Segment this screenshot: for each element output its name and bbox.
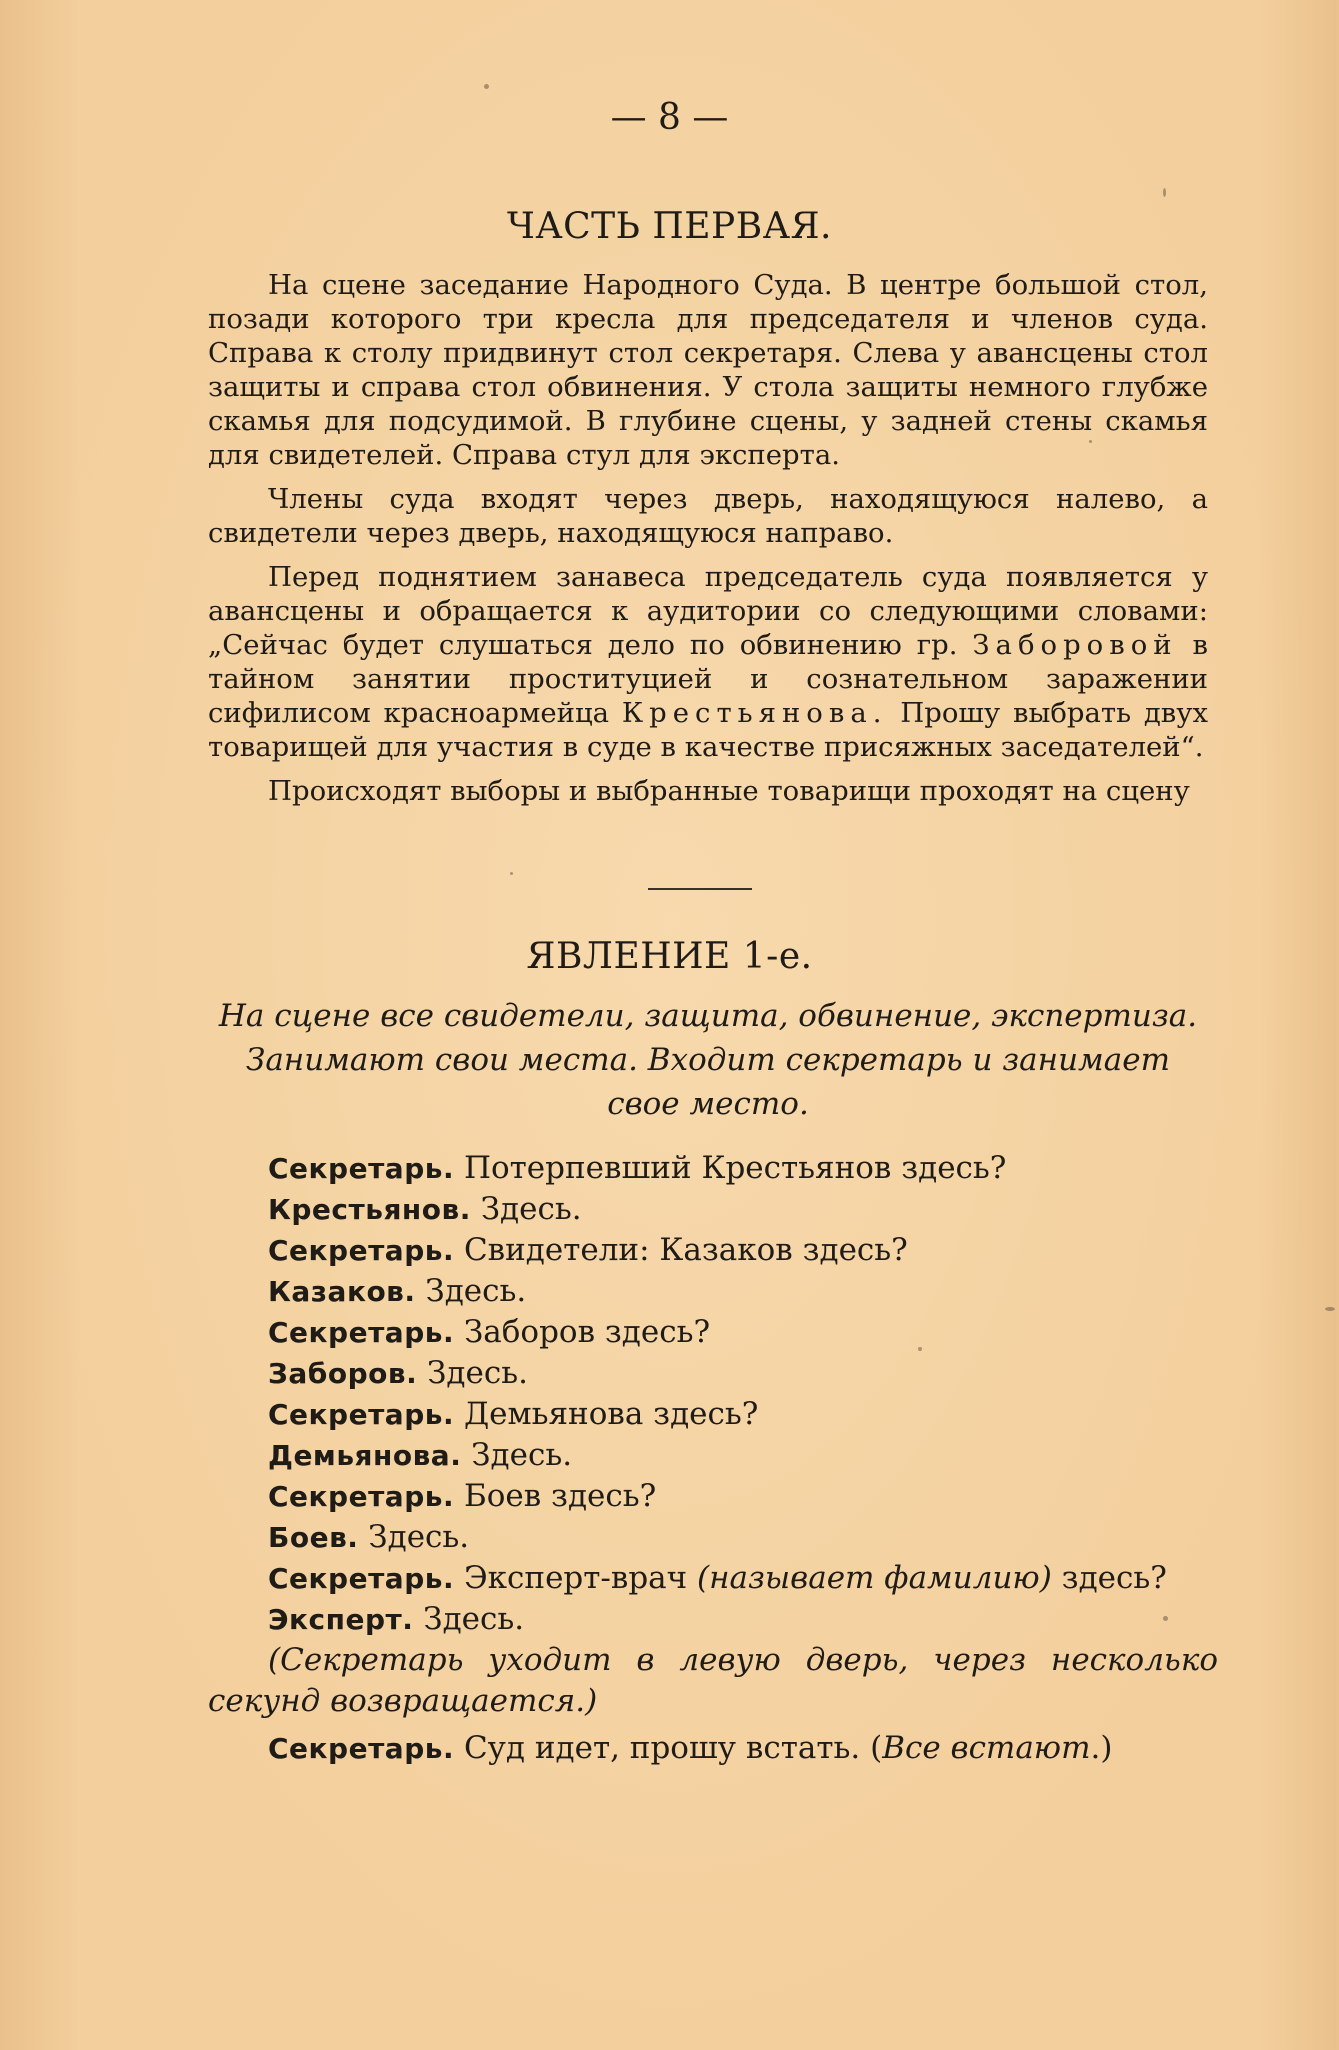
dialogue-line <box>208 1353 1218 1394</box>
intro-paragraph-4: Происходят выборы и выбранные товарищи проходят на сцену <box>268 775 1190 807</box>
paper-speck <box>1089 440 1092 443</box>
line-text: здесь? <box>1061 1560 1167 1596</box>
intro-p3-text-3: Прошу выбрать двух товарищей для участия в суде в качестве присяжных заседателей“. <box>208 697 1208 763</box>
dialogue-line <box>208 1189 1218 1230</box>
intro-paragraph-1: На сцене заседание Народного Суда. В центре большой стол, позади которого три кресла для председателя и членов суда. Справа к столу придвинут стол секретаря. Слева у авансцены стол защиты и справа стол обвинения. У стола защиты немного глубже скамья для подсудимой. В глубине сцены, у задней стены скамья для свидетелей. Справа стул для эксперта. <box>208 269 1208 471</box>
scene-stage-direction: На сцене все свидетели, защита, обвинение, экспертиза. Занимают свои места. Входит секретарь и занимает свое место. <box>218 998 1198 1122</box>
paren-close: .) <box>1090 1730 1113 1766</box>
intro-p3-text-1: Перед поднятием занавеса председатель суда появляется у авансцены и обращается к аудитории со следующими словами: „Сейчас будет слушаться дело по обвинению гр. <box>208 561 1208 661</box>
dialogue <box>208 1148 1218 1769</box>
line-text: Здесь. <box>368 1519 470 1555</box>
speaker-name: Секретарь. <box>268 1152 455 1185</box>
line-text: Свидетели: Казаков здесь? <box>463 1232 908 1268</box>
dialogue-line-final <box>208 1728 1218 1769</box>
speaker-name: Секретарь. <box>268 1562 455 1595</box>
paper-speck <box>510 872 513 875</box>
dialogue-line <box>208 1271 1218 1312</box>
line-text: Здесь. <box>471 1437 573 1473</box>
speaker-name: Секретарь. <box>268 1480 455 1513</box>
speaker-name: Боев. <box>268 1521 359 1554</box>
paren-open: ( <box>870 1730 883 1766</box>
victim-name: Крестьянова. <box>621 697 888 729</box>
dialogue-line-expert-call <box>208 1558 1218 1599</box>
page-number: — 8 — <box>610 97 729 138</box>
speaker-name: Демьянова. <box>268 1439 462 1472</box>
line-text: Здесь. <box>427 1355 528 1391</box>
speaker-name: Секретарь. <box>268 1316 455 1349</box>
speaker-name: Секретарь. <box>268 1398 455 1431</box>
dialogue-line <box>208 1599 1218 1640</box>
speaker-name: Секретарь. <box>268 1234 455 1267</box>
dialogue-line <box>208 1517 1218 1558</box>
inline-stage-direction: (называет фамилию) <box>697 1560 1052 1596</box>
part-heading: ЧАСТЬ ПЕРВАЯ. <box>507 206 832 247</box>
paper-speck <box>1163 1616 1168 1621</box>
line-text: Боев здесь? <box>463 1478 657 1514</box>
line-text: Здесь. <box>480 1191 582 1227</box>
speaker-name: Заборов. <box>268 1357 418 1390</box>
line-text: Здесь. <box>425 1273 527 1309</box>
line-text: Потерпевший Крестьянов здесь? <box>463 1150 1007 1186</box>
paper-speck <box>1163 188 1166 197</box>
line-text: Демьянова здесь? <box>463 1396 759 1432</box>
speaker-name: Секретарь. <box>268 1732 455 1765</box>
speaker-name: Казаков. <box>268 1275 416 1308</box>
defendant-name: Заборовой <box>972 629 1178 661</box>
section-divider <box>648 888 752 890</box>
secretary-exit-direction: (Секретарь уходит в левую дверь, через несколько секунд возвращается.) <box>208 1642 1218 1719</box>
speaker-name: Эксперт. <box>268 1603 414 1636</box>
dialogue-line <box>208 1148 1218 1189</box>
line-text: Заборов здесь? <box>463 1314 711 1350</box>
intro-p3-text-2: в тайном занятии проституцией и сознательном заражении сифилисом красноармейца <box>208 629 1208 729</box>
dialogue-line <box>208 1435 1218 1476</box>
intro-paragraph-3 <box>208 560 1208 764</box>
intro-text <box>208 268 1208 808</box>
paper-speck <box>918 1347 922 1351</box>
speaker-name: Крестьянов. <box>268 1193 471 1226</box>
paper-speck <box>484 84 489 89</box>
line-text: Эксперт-врач <box>463 1560 688 1596</box>
line-text: Здесь. <box>423 1601 525 1637</box>
dialogue-line <box>208 1312 1218 1353</box>
scene-heading: ЯВЛЕНИЕ 1-е. <box>526 936 813 977</box>
paper-speck <box>1325 1307 1335 1311</box>
dialogue-line <box>208 1394 1218 1435</box>
dialogue-line <box>208 1230 1218 1271</box>
line-text: Суд идет, прошу встать. <box>463 1730 861 1766</box>
inline-stage-direction: Все встают <box>882 1730 1091 1766</box>
intro-paragraph-2: Члены суда входят через дверь, находящуюся налево, а свидетели через дверь, находящуюся направо. <box>208 483 1208 549</box>
dialogue-line <box>208 1476 1218 1517</box>
